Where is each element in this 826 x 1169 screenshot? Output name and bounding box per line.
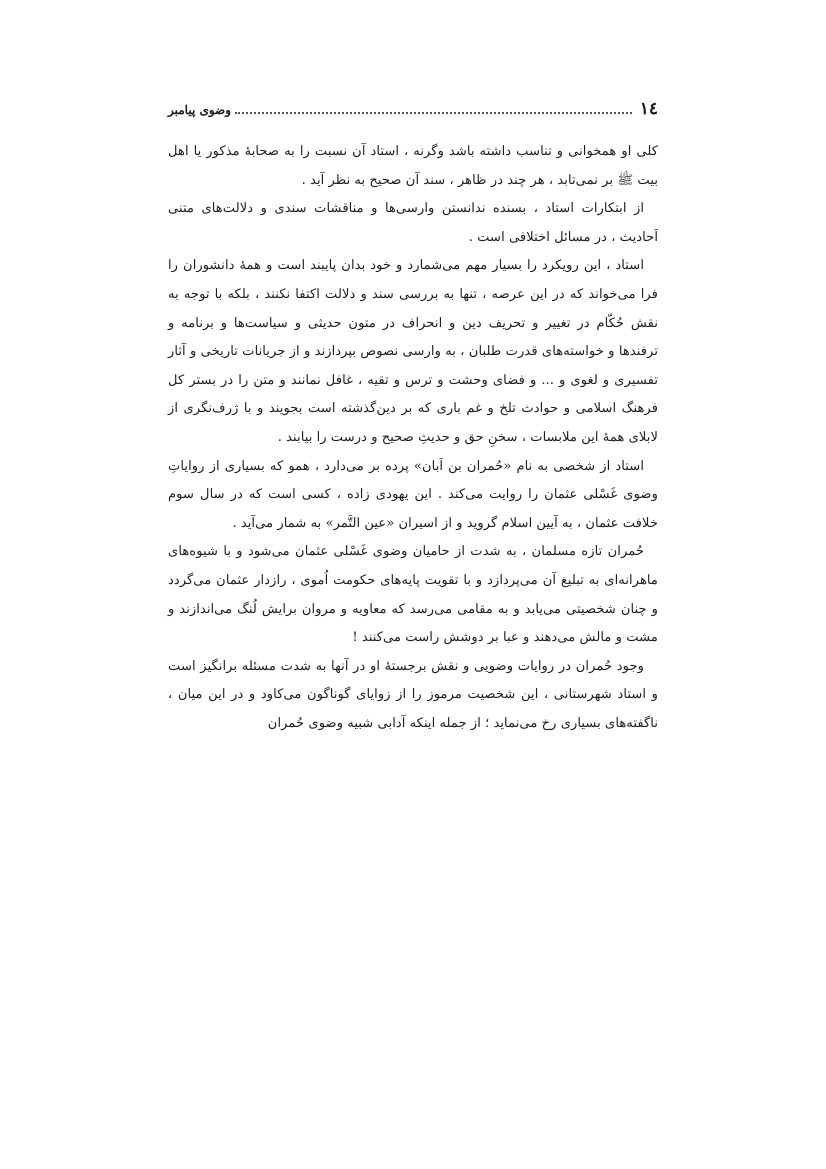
page-number: ١٤ [639, 99, 658, 119]
paragraph-2: از ابتکارات استاد ، بسنده ندانستن وارسی‌ها و مناقشات سندی و دلالت‌های متنی اَحادیث ، در مسائل اختلافی است . [168, 201, 658, 245]
body-text [168, 138, 658, 738]
paragraph-6: وجود حُمران در روایات وضویی و نقش برجستهٔ او در آنها به شدت مسئله برانگیز است و استاد شهرستانی ، این شخصیت مرموز را از زوایای گوناگون می‌کاود و در این میان ، ناگفته‌های بسیاری رخ می‌نماید ؛ از جمله اینکه آدابی شبیه وضوی حُمران [168, 658, 658, 731]
running-header [168, 95, 658, 119]
paragraph-3: استاد ، این رویکرد را بسیار مهم می‌شمارد و خود بدان پایبند است و همهٔ دانشوران را فرا می‌خواند که در این عرصه ، تنها به بررسی سند و دلالت اکتفا نکنند ، بلکه با توجه به نقش حُکّام در تغییر و تحریف دین و انحراف در متون حدیثی و سیاست‌ها و برنامه و ترفندها و خواسته‌های قدرت طلبان ، به وارسی نصوص بپردازند و از جریانات تاریخی و آثار تفسیری و لغوی و ... و فضای وحشت و ترس و تقیه ، غافل نمانند و متن را در بستر کل فرهنگ اسلامی و حوادث تلخ و غم باری که بر دین‌گذشته است بجویند و با ژرف‌نگری از لابلای همهٔ این ملابسات ، سخنِ حق و حدیثِ صحیح و درست را بیابند . [168, 258, 658, 445]
paragraph-4: استاد از شخصی به نام «حُمران بن اَبان» پرده بر می‌دارد ، همو که بسیاری از روایاتِ وضوی غَسْلی عثمان را روایت می‌کند . این یهودی زاده ، کسی است که در سال سوم خلافت عثمان ، به آیین اسلام گروید و از اسیران «عین التَّمر» به شمار می‌آید . [168, 458, 658, 531]
paragraph-5: حُمران تازه مسلمان ، به شدت از حامیان وضوی غَسْلی عثمان می‌شود و با شیوه‌های ماهرانه‌ای به تبلیغ آن می‌پردازد و با تقویت پایه‌های حکومت اُموی ، رازدار عثمان می‌گردد و چنان شخصیتی می‌یابد و به مقامی می‌رسد که معاویه و مروان برایش لُنگ می‌اندازند و مشت و مالش می‌دهند و عبا بر دوشش راست می‌کنند ! [168, 544, 658, 646]
paragraph-1: کلی او همخوانی و تناسب داشته باشد وگرنه ، استاد آن نسبت را به صحابهٔ مذکور یا اهل بیت ﷺ بر نمی‌تابد ، هر چند در ظاهر ، سند آن صحیح به نظر آید . [168, 144, 658, 188]
book-title: وضوی پیامبر [168, 103, 232, 117]
header-dot-leader [235, 112, 632, 114]
